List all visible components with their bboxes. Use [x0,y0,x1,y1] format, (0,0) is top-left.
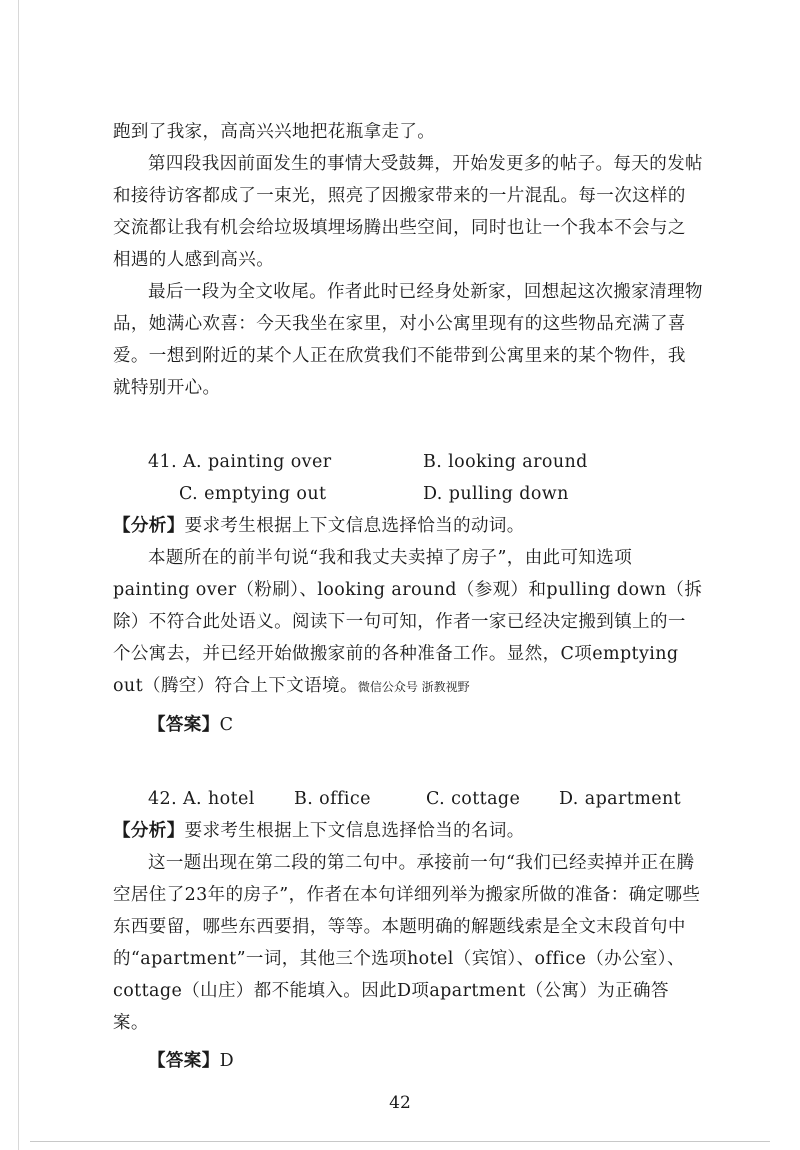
bottom-rule [30,1141,770,1142]
q42-analysis [113,815,703,847]
q41-analysis-text: 要求考生根据上下文信息选择恰当的动词。 [184,516,525,536]
q42-analysis-text: 要求考生根据上下文信息选择恰当的名词。 [184,821,525,841]
q41-answer-value: C [219,715,234,735]
q41-option-c: C. emptying out [179,484,327,504]
q41-options-row2 [113,478,703,510]
page-edge-line [18,0,19,1150]
q42-analysis-tag: 【分析】 [113,821,185,841]
document-page [113,116,703,1077]
question-41 [113,446,703,741]
question-42 [113,783,703,1077]
watermark: 微信公众号 浙教视野 [357,680,470,694]
q41-option-a: 41. A. painting over [148,452,332,472]
q42-answer-value: D [219,1051,235,1071]
q42-option-b: B. office [294,789,371,809]
q42-explanation: 这一题出现在第二段的第二句中。承接前一句“我们已经卖掉并正在腾空居住了23年的房子”，作者在本句详细列举为搬家所做的准备：确定哪些东西要留，哪些东西要捐，等等。本题明确的解题线索是全文末段首句中的“apartment”一词，其他三个选项hotel（宾馆）、office（办公室）、cottage（山庄）都不能填入。因此D项apartment（公寓）为正确答案。 [113,853,701,1033]
q42-options-row [113,783,703,815]
q41-explanation [113,542,703,703]
q42-option-a: 42. A. hotel [148,789,255,809]
intro-line: 跑到了我家，高高兴兴地把花瓶拿走了。 [113,122,436,142]
q41-explanation-text: 本题所在的前半句说“我和我丈夫卖掉了房子”，由此可知选项painting over（粉刷）、looking around（参观）和pulling down（拆除）不符合此处语义。阅读下一句可知，作者一家已经决定搬到镇上的一个公寓去，并已经开始做搬家前的各种准备工作。显然，C项emptying out（腾空）符合上下文语境。 [113,548,703,696]
q41-analysis [113,510,703,542]
q42-answer-tag: 【答案】 [148,1051,220,1071]
page-number: 42 [389,1093,411,1113]
q41-option-d: D. pulling down [423,484,569,504]
q41-answer [113,709,703,741]
q41-analysis-tag: 【分析】 [113,516,185,536]
q42-option-c: C. cottage [426,789,521,809]
q41-option-b: B. looking around [423,452,588,472]
q41-answer-tag: 【答案】 [148,715,220,735]
final-paragraph-summary: 最后一段为全文收尾。作者此时已经身处新家，回想起这次搬家清理物品，她满心欢喜：今天我坐在家里，对小公寓里现有的这些物品充满了喜爱。一想到附近的某个人正在欣赏我们不能带到公寓里来的某个物件，我就特别开心。 [113,282,703,398]
q42-option-d: D. apartment [559,789,682,809]
q41-options-row1 [113,446,703,478]
paragraph-four-summary: 第四段我因前面发生的事情大受鼓舞，开始发更多的帖子。每天的发帖和接待访客都成了一束光，照亮了因搬家带来的一片混乱。每一次这样的交流都让我有机会给垃圾填埋场腾出些空间，同时也让一个我本不会与之相遇的人感到高兴。 [113,154,703,270]
q42-answer [113,1045,703,1077]
